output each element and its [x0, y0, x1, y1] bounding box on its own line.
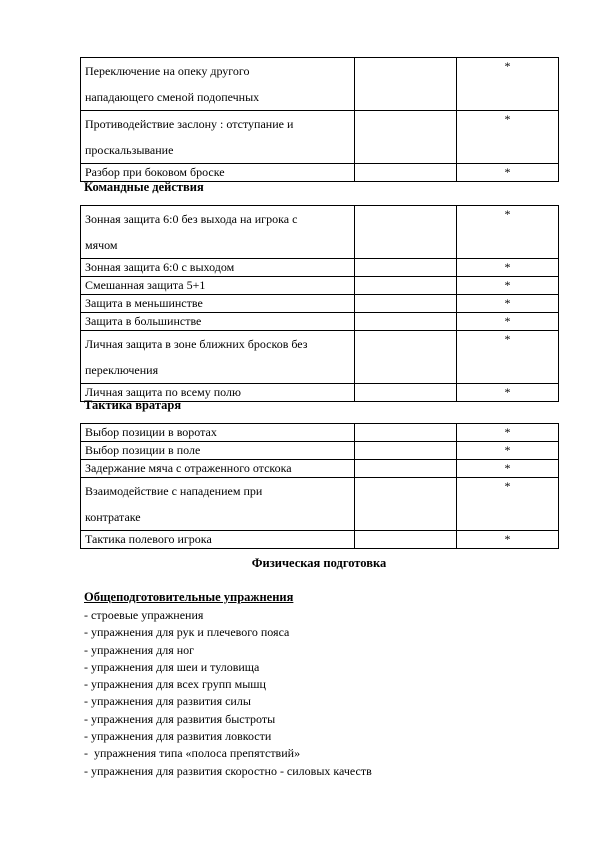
- row-mark: *: [457, 277, 559, 295]
- row-name: Зонная защита 6:0 без выхода на игрока с мячом: [81, 206, 355, 259]
- row-empty-cell: [355, 295, 457, 313]
- list-item: - упражнения для развития скоростно - силовых качеств: [84, 763, 372, 778]
- row-name: Личная защита в зоне ближних бросков без переключения: [81, 331, 355, 384]
- table-row: [81, 460, 559, 478]
- list-item: - строевые упражнения: [84, 608, 204, 622]
- row-empty-cell: [355, 442, 457, 460]
- row-empty-cell: [355, 478, 457, 531]
- row-empty-cell: [355, 424, 457, 442]
- row-empty-cell: [355, 531, 457, 549]
- defense-table: [80, 57, 559, 182]
- table-row: [81, 442, 559, 460]
- list-item: - упражнения типа «полоса препятствий»: [84, 746, 301, 761]
- row-name: Зонная защита 6:0 с выходом: [81, 259, 355, 277]
- table-row: [81, 424, 559, 442]
- row-empty-cell: [355, 111, 457, 164]
- list-item: - упражнения для развития ловкости: [84, 729, 272, 744]
- exercise-list: [84, 607, 372, 780]
- row-name: Разбор при боковом броске: [81, 164, 355, 182]
- row-name: Переключение на опеку другого нападающего сменой подопечных: [81, 58, 355, 111]
- table-row: [81, 206, 559, 259]
- row-mark: *: [457, 384, 559, 402]
- list-item: - упражнения для развития быстроты: [84, 711, 276, 726]
- table-row: [81, 164, 559, 182]
- row-name: Выбор позиции в поле: [81, 442, 355, 460]
- general-exercises-title: Общеподготовительные упражнения: [84, 590, 294, 604]
- row-mark: *: [457, 58, 559, 111]
- row-name: Личная защита по всему полю: [81, 384, 355, 402]
- row-mark: *: [457, 206, 559, 259]
- row-mark: *: [457, 531, 559, 549]
- physical-training-heading: Физическая подготовка: [251, 556, 387, 570]
- list-item: - упражнения для рук и плечевого пояса: [84, 625, 290, 640]
- table-row: [81, 331, 559, 384]
- goalkeeper-table: [80, 423, 559, 549]
- row-mark: *: [457, 442, 559, 460]
- list-item: - упражнения для развития силы: [84, 694, 251, 709]
- row-name: Противодействие заслону : отступание и проскальзывание: [81, 111, 355, 164]
- row-mark: *: [457, 424, 559, 442]
- row-name: Смешанная защита 5+1: [81, 277, 355, 295]
- row-mark: *: [457, 331, 559, 384]
- team-actions-table: [80, 205, 559, 402]
- row-empty-cell: [355, 460, 457, 478]
- table-row: [81, 277, 559, 295]
- row-name: Защита в большинстве: [81, 313, 355, 331]
- goalkeeper-heading: Тактика вратаря: [84, 398, 182, 412]
- row-mark: *: [457, 111, 559, 164]
- row-mark: *: [457, 313, 559, 331]
- row-name: Задержание мяча с отраженного отскока: [81, 460, 355, 478]
- row-empty-cell: [355, 331, 457, 384]
- row-name: Защита в меньшинстве: [81, 295, 355, 313]
- row-mark: *: [457, 259, 559, 277]
- row-mark: *: [457, 295, 559, 313]
- row-mark: *: [457, 460, 559, 478]
- row-empty-cell: [355, 259, 457, 277]
- table-row: [81, 259, 559, 277]
- team-actions-heading: Командные действия: [84, 180, 204, 194]
- table-row: [81, 111, 559, 164]
- table-row: [81, 295, 559, 313]
- row-empty-cell: [355, 313, 457, 331]
- table-row: [81, 313, 559, 331]
- list-item: - упражнения для шеи и туловища: [84, 659, 260, 674]
- row-mark: *: [457, 478, 559, 531]
- row-name: Тактика полевого игрока: [81, 531, 355, 549]
- row-mark: *: [457, 164, 559, 182]
- table-row: [81, 478, 559, 531]
- row-name: Взаимодействие с нападением при контратаке: [81, 478, 355, 531]
- table-row: [81, 58, 559, 111]
- table-row: [81, 531, 559, 549]
- row-empty-cell: [355, 384, 457, 402]
- row-empty-cell: [355, 277, 457, 295]
- row-empty-cell: [355, 58, 457, 111]
- list-item: - упражнения для всех групп мышц: [84, 677, 266, 692]
- row-empty-cell: [355, 164, 457, 182]
- row-empty-cell: [355, 206, 457, 259]
- list-item: - упражнения для ног: [84, 642, 195, 657]
- row-name: Выбор позиции в воротах: [81, 424, 355, 442]
